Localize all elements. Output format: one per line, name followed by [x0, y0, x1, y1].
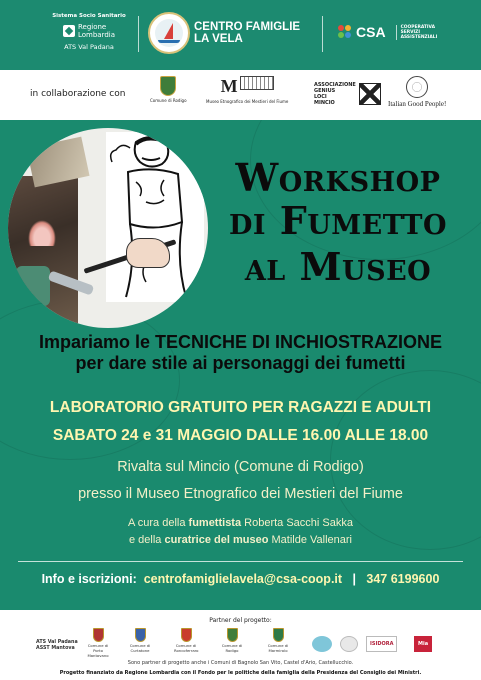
partner-municipality-logo: Comune di Rodigo	[220, 628, 244, 653]
comic-character-icon	[106, 132, 204, 302]
lombardia-ats-text: ATS Val Padana	[64, 43, 114, 51]
partner-municipality-logo: Comune di Roncoferraro	[174, 628, 198, 653]
municipality-crest-icon	[273, 628, 284, 642]
lombardia-region-text-2: Lombardia	[77, 31, 116, 39]
museo-m-icon: M	[220, 76, 238, 96]
municipality-crest-icon	[135, 628, 146, 642]
divider	[322, 16, 323, 52]
la-vela-name: CENTRO FAMIGLIE LA VELA	[194, 21, 301, 45]
partner-municipality-logo: Comune di Curtatone	[128, 628, 152, 653]
title-line-3: al Museo	[244, 244, 432, 289]
divider	[18, 561, 463, 562]
collaboration-strip	[0, 70, 481, 120]
contact-label: Info e iscrizioni:	[41, 572, 137, 586]
funding-note: Progetto finanziato da Regione Lombardia con il Fondo per le politiche della famiglia della Presidenza del Consiglio dei Ministri.	[59, 670, 422, 676]
museo-building-icon	[240, 76, 274, 90]
title-line-1: Workshop	[235, 155, 441, 200]
contact-line	[0, 572, 481, 586]
comic-sketch	[106, 132, 204, 302]
contact-email-link[interactable]: centrofamiglielavela@csa-coop.it	[143, 572, 343, 586]
italian-good-people-logo: Italian Good People!	[388, 76, 446, 108]
event-subtitle	[0, 332, 481, 374]
main-panel	[0, 120, 481, 610]
municipality-crest-icon	[93, 628, 104, 642]
top-banner	[0, 0, 481, 70]
contact-phone-link[interactable]: 347 6199600	[366, 572, 440, 586]
la-vela-logo	[148, 12, 190, 54]
date-line: SABATO 24 e 31 MAGGIO DALLE 16.00 ALLE 18.00	[52, 427, 429, 444]
lotus-icon	[28, 220, 56, 246]
place-line-2: presso il Museo Etnografico dei Mestieri del Fiume	[78, 486, 403, 502]
municipality-crest-icon	[227, 628, 238, 642]
lab-line: LABORATORIO GRATUITO PER RAGAZZI E ADULTI	[49, 399, 432, 416]
museo-logo: M Museo Etnografico dei Mestieri del Fiume	[206, 76, 289, 104]
partners-title: Partner del progetto:	[209, 617, 272, 624]
mia-logo: Mia	[414, 636, 432, 652]
isidora-logo: ISIDORA	[366, 636, 397, 652]
lombardia-logo	[44, 13, 134, 51]
collab-label: in collaborazione con	[30, 89, 126, 99]
sailboat-icon	[155, 19, 183, 47]
credit-line-1: A cura della fumettista Roberta Sacchi Sakka	[127, 517, 353, 529]
partner-circle-logo	[312, 636, 332, 652]
subtitle-line-1: Impariamo le TECNICHE DI INCHIOSTRAZIONE	[38, 332, 443, 352]
partner-municipality-logo: Comune di Porto Mantovano	[86, 628, 110, 658]
rodigo-crest-icon	[160, 76, 176, 96]
csa-dots-icon	[338, 25, 352, 39]
genius-loci-x-icon	[359, 83, 381, 105]
drawing-illustration	[8, 128, 208, 328]
credit-line-2: e della curatrice del museo Matilde Vallenari	[129, 534, 352, 546]
partners-note: Sono partner di progetto anche i Comuni di Bagnolo San Vito, Castel d'Ario, Castellucchio.	[127, 660, 354, 666]
lombardia-system-text: Sistema Socio Sanitario	[52, 13, 126, 19]
csa-logo	[338, 24, 437, 40]
genius-loci-logo: ASSOCIAZIONE GENIUS LOCI MINCIO	[314, 82, 381, 106]
municipality-crest-icon	[181, 628, 192, 642]
csa-name: CSA	[356, 24, 386, 40]
event-title	[195, 155, 481, 290]
place-line-1: Rivalta sul Mincio (Comune di Rodigo)	[117, 459, 364, 475]
partner-municipality-logo: Comune di Marmirolo	[266, 628, 290, 653]
asst-logo: ATS Val Padana ASST Mantova	[36, 640, 78, 651]
title-line-2: di Fumetto	[228, 198, 447, 243]
divider	[138, 16, 139, 52]
partner-circle-logo	[340, 636, 358, 652]
subtitle-line-2: per dare stile ai personaggi dei fumetti	[75, 353, 406, 373]
csa-description: COOPERATIVA SERVIZI ASSISTENZIALI	[396, 25, 438, 40]
lombardia-region-text-1: Regione	[77, 23, 107, 31]
rodigo-logo: Comune di Rodigo	[150, 76, 187, 103]
lombardia-rose-icon	[63, 25, 75, 37]
contact-separator: |	[352, 572, 356, 586]
igp-emblem-icon	[406, 76, 428, 98]
hand-icon	[126, 238, 170, 268]
